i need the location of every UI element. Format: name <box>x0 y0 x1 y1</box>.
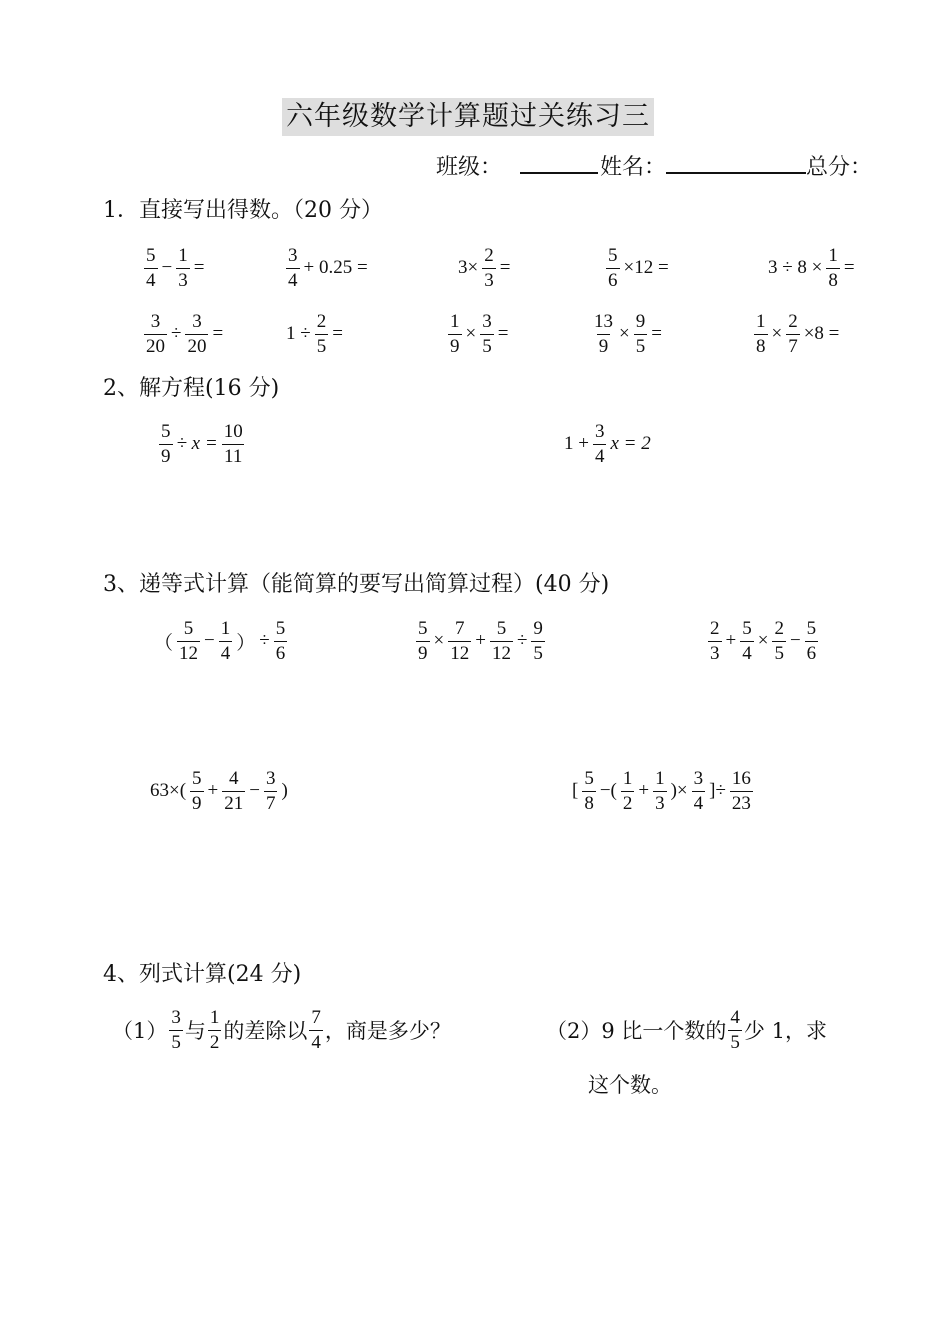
fraction: $\frac{1}{2}$ <box>209 1006 220 1053</box>
fraction: $\frac{2}{5}$ <box>774 617 784 664</box>
fraction: $\frac{1}{9}$ <box>450 310 460 357</box>
s3-expr-4: 63×( $\frac{5}{9}$ + $\frac{4}{21}$ − $\frac{3}{7}$ ) <box>150 767 288 814</box>
s1-expr-8: $\frac{1}{9}$ × $\frac{3}{5}$ = <box>450 310 509 357</box>
fraction: $\frac{9}{5}$ <box>533 617 543 664</box>
fraction: $\frac{3}{20}$ <box>187 310 207 357</box>
fraction: $\frac{5}{12}$ <box>179 617 199 664</box>
fraction: $\frac{5}{12}$ <box>491 617 511 664</box>
s1-expr-2: $\frac{3}{4}$ + 0.25 = <box>288 244 368 291</box>
fraction: $\frac{5}{4}$ <box>742 617 752 664</box>
fraction: $\frac{2}{5}$ <box>316 310 327 357</box>
fraction: $\frac{4}{21}$ <box>224 767 244 814</box>
fraction: $\frac{5}{9}$ <box>418 617 428 664</box>
s3-expr-5: [ $\frac{5}{8}$ −( $\frac{1}{2}$ + $\frac{1}{3}$ )× $\frac{3}{4}$ ]÷ $\frac{16}{23}$ <box>572 767 751 814</box>
s1-expr-10: $\frac{1}{8}$ × $\frac{2}{7}$ ×8 = <box>756 310 840 357</box>
s4-question-2-line2: 这个数。 <box>588 1073 672 1097</box>
page-title: 六年级数学计算题过关练习三 <box>282 98 654 136</box>
fraction: $\frac{5}{9}$ <box>192 767 202 814</box>
s1-expr-9: $\frac{13}{9}$ × $\frac{9}{5}$ = <box>594 310 662 357</box>
section-3-heading: 3、递等式计算（能简算的要写出简算过程）(40 分) <box>103 572 610 597</box>
section-4-heading: 4、列式计算(24 分) <box>103 962 302 987</box>
fraction: $\frac{5}{6}$ <box>608 244 618 291</box>
fraction: $\frac{7}{4}$ <box>311 1006 321 1053</box>
fraction: $\frac{3}{5}$ <box>482 310 492 357</box>
fraction: $\frac{10}{11}$ <box>223 420 243 467</box>
fraction: $\frac{9}{5}$ <box>635 310 646 357</box>
s1-expr-7: 1 ÷ $\frac{2}{5}$ = <box>286 310 343 357</box>
fraction: $\frac{5}{8}$ <box>584 767 594 814</box>
fraction: $\frac{1}{3}$ <box>178 244 188 291</box>
score-label: 总分： <box>806 155 873 180</box>
section-2-heading: 2、解方程(16 分) <box>103 376 280 401</box>
fraction: $\frac{3}{5}$ <box>171 1006 181 1053</box>
s4-question-2: （2）9 比一个数的 $\frac{4}{5}$ 少 1，求 <box>546 1006 827 1053</box>
fraction: $\frac{1}{8}$ <box>828 244 838 291</box>
fraction: $\frac{3}{4}$ <box>693 767 704 814</box>
s1-expr-1: $\frac{5}{4}$ − $\frac{1}{3}$ = <box>146 244 205 291</box>
fraction: $\frac{2}{7}$ <box>788 310 798 357</box>
s2-expr-2: 1 + $\frac{3}{4}$ x = 2 <box>564 420 651 467</box>
s3-expr-2: $\frac{5}{9}$ × $\frac{7}{12}$ + $\frac{5}{12}$ ÷ $\frac{9}{5}$ <box>418 617 543 664</box>
s1-expr-3: 3× $\frac{2}{3}$ = <box>458 244 511 291</box>
s1-expr-5: 3 ÷ 8 × $\frac{1}{8}$ = <box>768 244 855 291</box>
header-info <box>436 150 872 183</box>
name-blank <box>666 150 806 174</box>
fraction: $\frac{1}{3}$ <box>655 767 665 814</box>
fraction: $\frac{3}{4}$ <box>288 244 298 291</box>
class-blank <box>520 150 598 174</box>
fraction: $\frac{16}{23}$ <box>731 767 751 814</box>
fraction: $\frac{3}{7}$ <box>265 767 276 814</box>
fraction: $\frac{1}{2}$ <box>622 767 633 814</box>
s2-expr-1: $\frac{5}{9}$ ÷ x = $\frac{10}{11}$ <box>161 420 243 467</box>
name-label: 姓名： <box>600 155 667 180</box>
s1-expr-6: $\frac{3}{20}$ ÷ $\frac{3}{20}$ = <box>146 310 224 357</box>
class-label: 班级： <box>436 155 503 180</box>
fraction: $\frac{7}{12}$ <box>450 617 470 664</box>
fraction: $\frac{1}{8}$ <box>756 310 766 357</box>
s4-question-1: （1） $\frac{3}{5}$ 与 $\frac{1}{2}$ 的差除以 $\frac{7}{4}$ ，商是多少？ <box>112 1006 451 1053</box>
fraction: $\frac{5}{4}$ <box>146 244 156 291</box>
fraction: $\frac{1}{4}$ <box>220 617 231 664</box>
fraction: $\frac{5}{9}$ <box>161 420 171 467</box>
fraction: $\frac{5}{6}$ <box>275 617 286 664</box>
s3-expr-1: （ $\frac{5}{12}$ − $\frac{1}{4}$ ） ÷ $\frac{5}{6}$ <box>154 617 286 664</box>
section-1-heading: 1．直接写出得数。（20 分） <box>103 198 383 223</box>
fraction: $\frac{3}{20}$ <box>146 310 165 357</box>
s3-expr-3: $\frac{2}{3}$ + $\frac{5}{4}$ × $\frac{2}{5}$ − $\frac{5}{6}$ <box>710 617 817 664</box>
fraction: $\frac{4}{5}$ <box>730 1006 740 1053</box>
fraction: $\frac{13}{9}$ <box>594 310 613 357</box>
fraction: $\frac{5}{6}$ <box>806 617 817 664</box>
s1-expr-4: $\frac{5}{6}$ ×12 = <box>608 244 669 291</box>
fraction: $\frac{2}{3}$ <box>484 244 494 291</box>
fraction: $\frac{2}{3}$ <box>710 617 720 664</box>
fraction: $\frac{3}{4}$ <box>594 420 605 467</box>
